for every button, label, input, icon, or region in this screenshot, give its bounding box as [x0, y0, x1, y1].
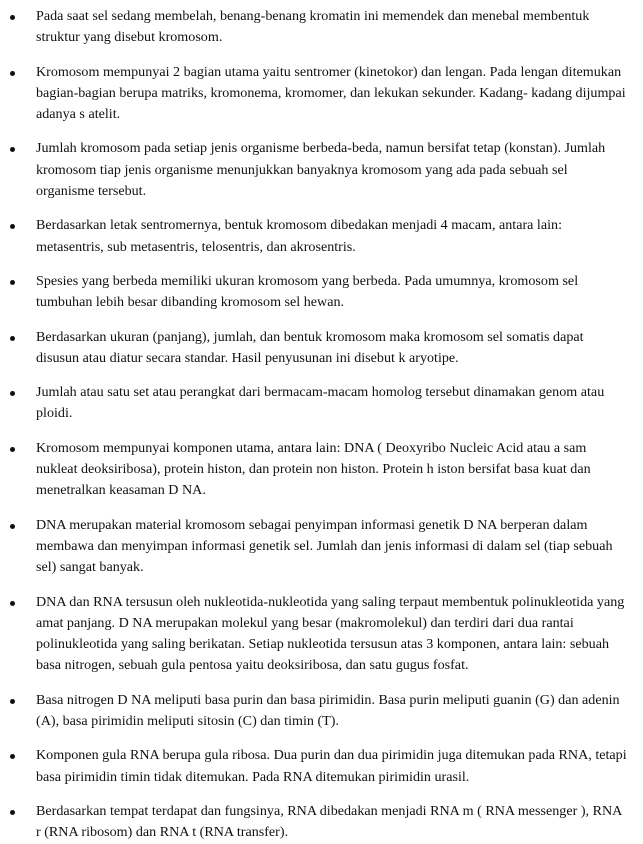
- list-item: [0, 138, 643, 202]
- bullet-icon: [10, 71, 15, 76]
- bullet-icon: [10, 699, 15, 704]
- list-item: [0, 62, 643, 126]
- list-item-text: Basa nitrogen D NA meliputi basa purin dan basa pirimidin. Basa purin meliputi guanin (G) dan adenin (A), basa pirimidin meliputi sitosin (C) dan timin (T).: [36, 691, 620, 730]
- list-item-text: DNA dan RNA tersusun oleh nukleotida-nukleotida yang saling terpaut membentuk polinukleotida yang amat panjang. D NA merupakan molekul yang besar (makromolekul) dan terdiri dari dua rantai polinukleotida yang saling berikatan. Setiap nukleotida tersusun atas 3 komponen, antara lain: sebuah basa nitrogen, sebuah gula pentosa yaitu deoksiribosa, dan satu gugus fosfat.: [36, 593, 625, 674]
- list-item-text: Pada saat sel sedang membelah, benang-benang kromatin ini memendek dan menebal membentuk struktur yang disebut kromosom.: [36, 8, 590, 46]
- list-item: [0, 327, 643, 370]
- bullet-icon: [10, 336, 15, 341]
- bullet-icon: [10, 224, 15, 229]
- list-item: [0, 215, 643, 258]
- bullet-icon: [10, 810, 15, 815]
- list-item: [0, 438, 643, 502]
- list-item: [0, 515, 643, 579]
- list-item-text: Jumlah kromosom pada setiap jenis organisme berbeda-beda, namun bersifat tetap (konstan). Jumlah kromosom tiap jenis organisme menunjukkan banyaknya kromosom yang ada pada sebuah sel organisme tersebut.: [36, 140, 606, 200]
- bullet-icon: [10, 601, 15, 606]
- list-item-text: Komponen gula RNA berupa gula ribosa. Dua purin dan dua pirimidin juga ditemukan pada RNA, tetapi basa pirimidin timin tidak ditemukan. Pada RNA ditemukan pirimidin urasil.: [36, 747, 627, 785]
- list-item: [0, 271, 643, 314]
- bullet-list: [0, 6, 643, 844]
- list-item: [0, 690, 643, 733]
- list-item-text: Berdasarkan letak sentromernya, bentuk kromosom dibedakan menjadi 4 macam, antara lain: metasentris, sub metasentris, telosentris, dan akrosentris.: [36, 217, 562, 255]
- bullet-icon: [10, 15, 15, 20]
- bullet-icon: [10, 754, 15, 759]
- list-item: [0, 801, 643, 844]
- bullet-icon: [10, 447, 15, 452]
- list-item-text: Jumlah atau satu set atau perangkat dari bermacam-macam homolog tersebut dinamakan genom atau ploidi.: [36, 384, 605, 422]
- bullet-icon: [10, 524, 15, 529]
- list-item: [0, 6, 643, 49]
- bullet-icon: [10, 280, 15, 285]
- list-item-text: DNA merupakan material kromosom sebagai penyimpan informasi genetik D NA berperan dalam membawa dan menyimpan informasi genetik sel. Jumlah dan jenis informasi di dalam sel (tiap sebuah sel) sangat banyak.: [36, 516, 613, 576]
- list-item: [0, 745, 643, 788]
- list-item: [0, 592, 643, 677]
- bullet-icon: [10, 147, 15, 152]
- list-item-text: Kromosom mempunyai 2 bagian utama yaitu sentromer (kinetokor) dan lengan. Pada lengan ditemukan bagian-bagian berupa matriks, kromonema, kromomer, dan lekukan sekunder. Kadang- kadang dijumpai adanya s atelit.: [36, 63, 626, 123]
- list-item-text: Spesies yang berbeda memiliki ukuran kromosom yang berbeda. Pada umumnya, kromosom sel tumbuhan lebih besar dibanding kromosom sel hewan.: [36, 272, 579, 311]
- list-item: [0, 382, 643, 425]
- list-item-text: Berdasarkan tempat terdapat dan fungsinya, RNA dibedakan menjadi RNA m ( RNA messenger ), RNA r (RNA ribosom) dan RNA t (RNA transfer).: [36, 802, 622, 841]
- list-item-text: Berdasarkan ukuran (panjang), jumlah, dan bentuk kromosom maka kromosom sel somatis dapat disusun atau diatur secara standar. Hasil penyusunan ini disebut k aryotipe.: [36, 328, 584, 366]
- bullet-icon: [10, 391, 15, 396]
- list-item-text: Kromosom mempunyai komponen utama, antara lain: DNA ( Deoxyribo Nucleic Acid atau a sam nukleat deoksiribosa), protein histon, dan protein non histon. Protein h iston bersifat basa kuat dan menetralkan keasaman D NA.: [36, 439, 591, 499]
